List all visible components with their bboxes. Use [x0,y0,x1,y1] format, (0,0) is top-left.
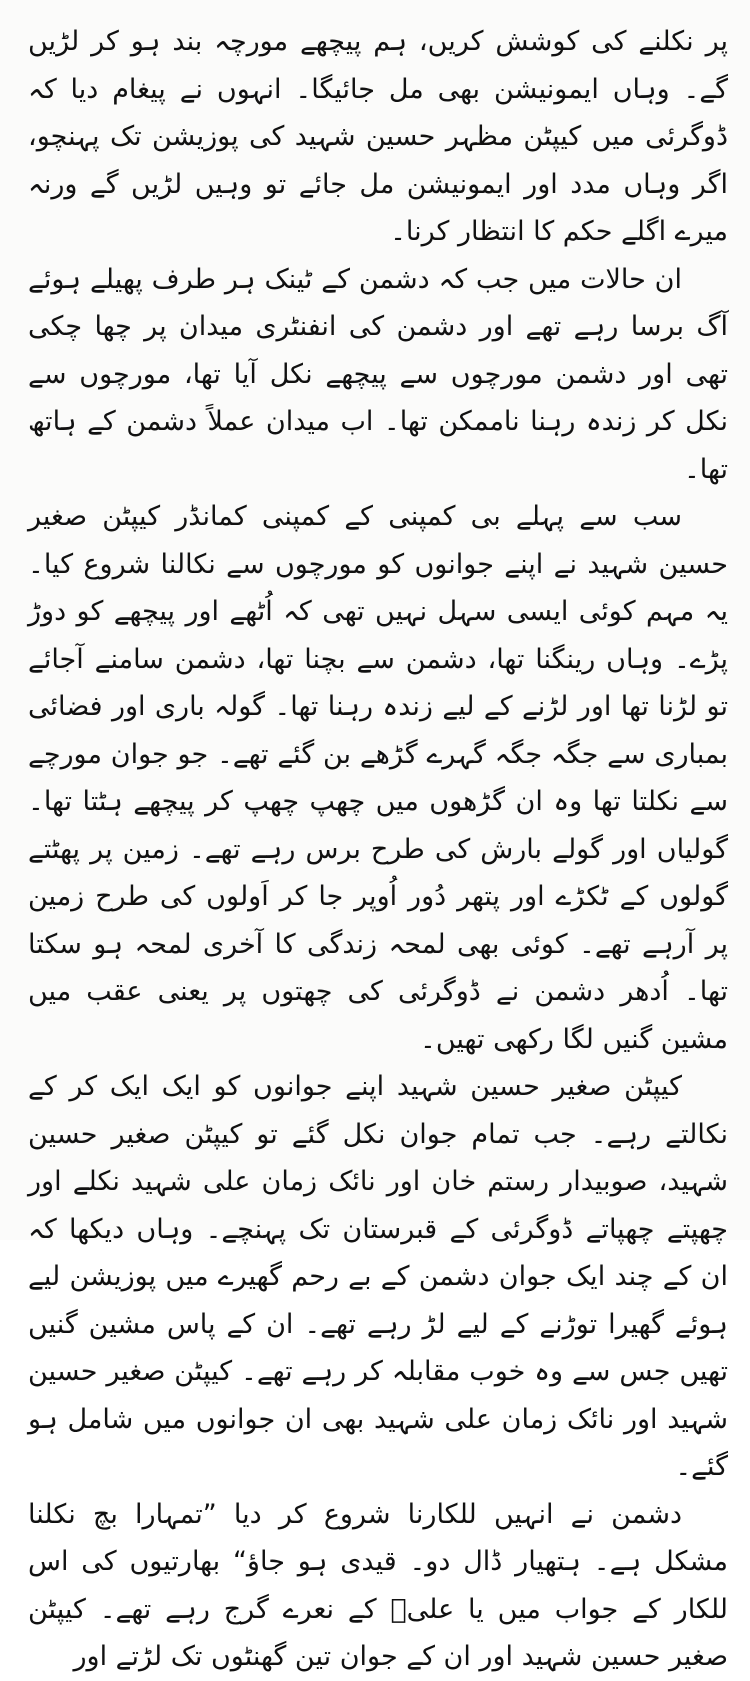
paragraph-3: سب سے پہلے بی کمپنی کے کمپنی کمانڈر کیپٹن صغیر حسین شہید نے اپنے جوانوں کو مورچوں سے نکالنا شروع کیا۔ یہ مہم کوئی ایسی سہل نہیں تھی کہ اُٹھے اور پیچھے کو دوڑ پڑے۔ وہاں رینگنا تھا، دشمن سے بچنا تھا، دشمن سامنے آجائے تو لڑنا تھا اور لڑنے کے لیے زندہ رہنا تھا۔ گولہ باری اور فضائی بمباری سے جگہ جگہ گہرے گڑھے بن گئے تھے۔ جو جوان مورچے سے نکلتا تھا وہ ان گڑھوں میں چھپ چھپ کر پیچھے ہٹتا تھا۔ گولیاں اور گولے بارش کی طرح برس رہے تھے۔ زمین پر پھٹتے گولوں کے ٹکڑے اور پتھر دُور اُوپر جا کر اَولوں کی طرح زمین پر آرہے تھے۔ کوئی بھی لمحہ زندگی کا آخری لمحہ ہو سکتا تھا۔ اُدھر دشمن نے ڈوگرئی کی چھتوں پر یعنی عقب میں مشین گنیں لگا رکھی تھیں۔ [28,501,728,1055]
paragraph-2: ان حالات میں جب کہ دشمن کے ٹینک ہر طرف پھیلے ہوئے آگ برسا رہے تھے اور دشمن کی انفنٹری میدان پر چھا چکی تھی اور دشمن مورچوں سے پیچھے نکل آیا تھا، مورچوں سے نکل کر زندہ رہنا ناممکن تھا۔ اب میدان عملاً دشمن کے ہاتھ تھا۔ [28,263,728,485]
paragraph-1: پر نکلنے کی کوشش کریں، ہم پیچھے مورچہ بند ہو کر لڑیں گے۔ وہاں ایمونیشن بھی مل جائیگا۔ انہوں نے پیغام دیا کہ ڈوگرئی میں کیپٹن مظہر حسین شہید کی پوزیشن تک پہنچو، اگر وہاں مدد اور ایمونیشن مل جائے تو وہیں لڑیں گے ورنہ میرے اگلے حکم کا انتظار کرنا۔ [28,26,728,247]
paragraph-4: کیپٹن صغیر حسین شہید اپنے جوانوں کو ایک ایک کر کے نکالتے رہے۔ جب تمام جوان نکل گئے تو کیپٹن صغیر حسین شہید، صوبیدار رستم خان اور نائک زمان علی شہید نکلے اور چھپتے چھپاتے ڈوگرئی کے قبرستان تک پہنچے۔ وہاں دیکھا کہ ان کے چند ایک جوان دشمن کے بے رحم گھیرے میں پوزیشن لیے ہوئے گھیرا توڑنے کے لیے لڑ رہے تھے۔ ان کے پاس مشین گنیں تھیں جس سے وہ خوب مقابلہ کر رہے تھے۔ کیپٹن صغیر حسین شہید اور نائک زمان علی شہید بھی ان جوانوں میں شامل ہو گئے۔ [28,1071,728,1482]
paragraph-5: دشمن نے انہیں للکارنا شروع کر دیا ”تمہارا بچ نکلنا مشکل ہے۔ ہتھیار ڈال دو۔ قیدی ہو جاؤ“ بھارتیوں کی اس للکار کے جواب میں یا علیؑ کے نعرے گرج رہے تھے۔ کیپٹن صغیر حسین شہید اور ان کے جوان تین گھنٹوں تک لڑتے اور [28,1498,728,1672]
page-body-text [28,18,728,1681]
